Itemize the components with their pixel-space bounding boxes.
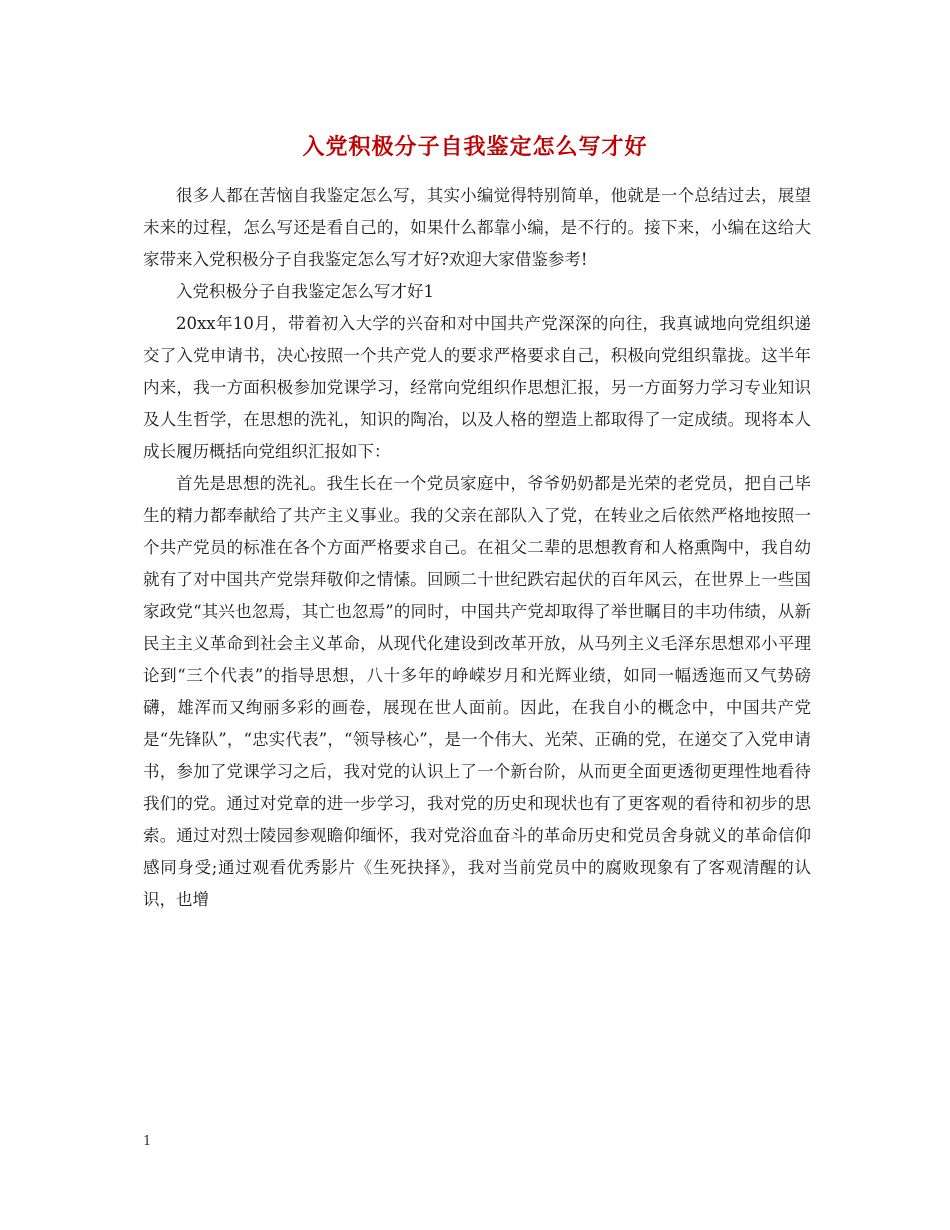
body-paragraph-2: 首先是思想的洗礼。我生长在一个党员家庭中，爷爷奶奶都是光荣的老党员，把自己毕生的精力都奉献给了共产主义事业。我的父亲在部队入了党，在转业之后依然严格地按照一个共产党员的标准在各个方面严格要求自己。在祖父二辈的思想教育和人格熏陶中，我自幼就有了对中国共产党崇拜敬仰之情愫。回顾二十世纪跌宕起伏的百年风云，在世界上一些国家政党“其兴也忽焉，其亡也忽焉”的同时，中国共产党却取得了举世瞩目的丰功伟绩，从新民主主义革命到社会主义革命，从现代化建设到改革开放，从马列主义毛泽东思想邓小平理论到“三个代表”的指导思想，八十多年的峥嵘岁月和光辉业绩，如同一幅透迤而又气势磅礴，雄浑而又绚丽多彩的画卷，展现在世人面前。因此，在我自小的概念中，中国共产党是“先锋队”，“忠实代表”，“领导核心”，是一个伟大、光荣、正确的党，在递交了入党申请书，参加了党课学习之后，我对党的认识上了一个新台阶，从而更全面更透彻更理性地看待我们的党。通过对党章的进一步学习，我对党的历史和现状也有了更客观的看待和初步的思索。通过对烈士陵园参观瞻仰缅怀，我对党浴血奋斗的革命历史和党员舍身就义的革命信仰感同身受;通过观看优秀影片《生死抉择》，我对当前党员中的腐败现象有了客观清醒的认识，也增 [143,474,811,909]
document-title: 入党积极分子自我鉴定怎么写才好 [302,135,648,160]
body-paragraph-1: 20xx年10月，带着初入大学的兴奋和对中国共产党深深的向往，我真诚地向党组织递交了入党申请书，决心按照一个共产党人的要求严格要求自己，积极向党组织靠拢。这半年内来，我一方面积极参加党课学习，经常向党组织作思想汇报，另一方面努力学习专业知识及人生哲学，在思想的洗礼，知识的陶冶，以及人格的塑造上都取得了一定成绩。现将本人成长履历概括向党组织汇报如下： [143,314,811,461]
page-number: 1 [143,1134,152,1149]
document-body [143,180,811,916]
section-heading: 入党积极分子自我鉴定怎么写才好1 [176,282,434,301]
intro-paragraph: 很多人都在苦恼自我鉴定怎么写，其实小编觉得特别简单，他就是一个总结过去，展望未来的过程，怎么写还是看自己的，如果什么都靠小编，是不行的。接下来，小编在这给大家带来入党积极分子自我鉴定怎么写才好?欢迎大家借鉴参考! [143,186,811,269]
